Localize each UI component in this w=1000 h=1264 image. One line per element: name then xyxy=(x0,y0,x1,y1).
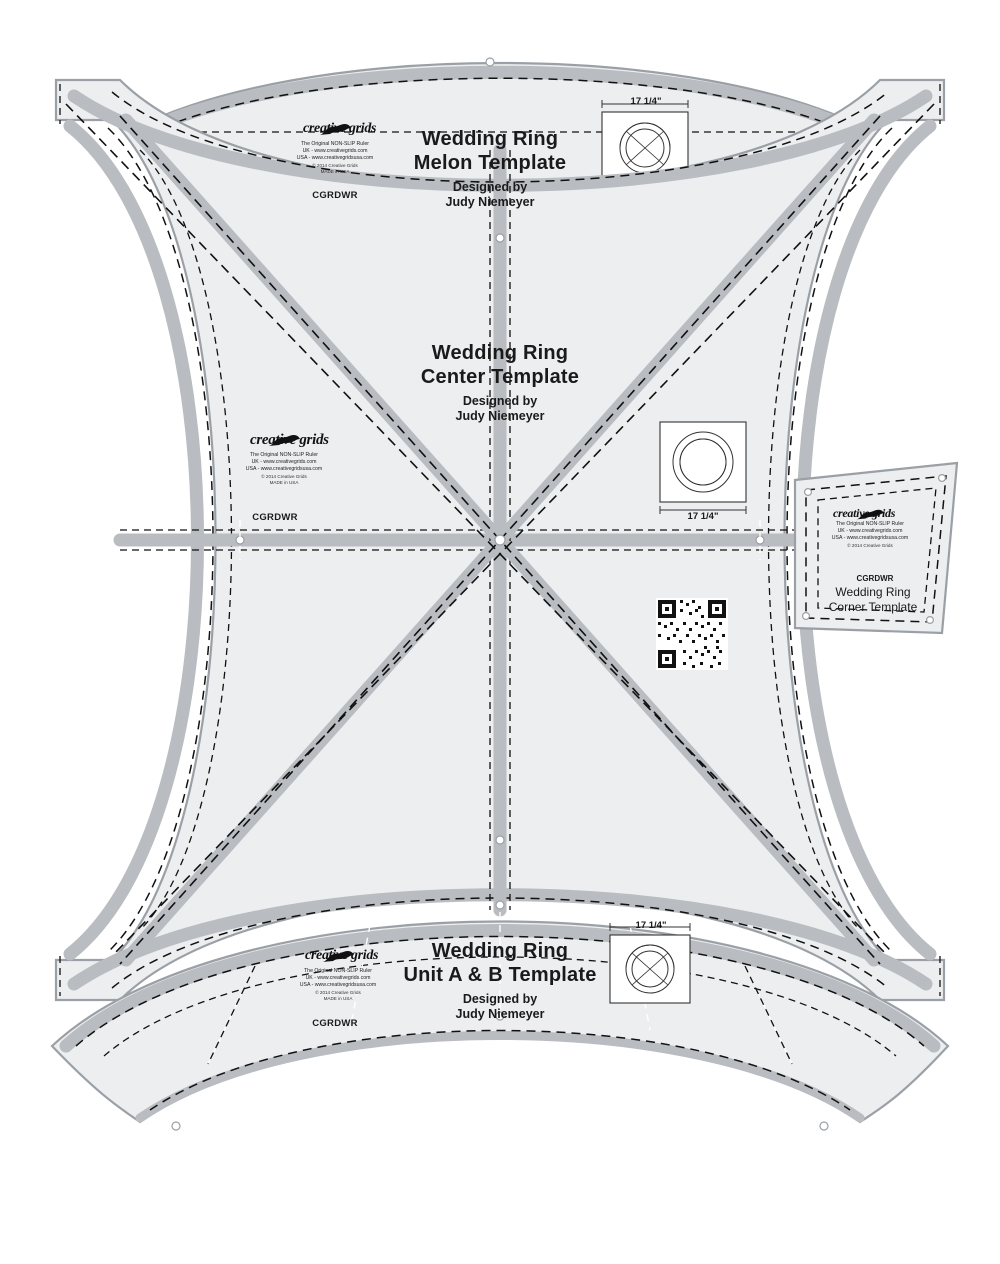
center-designer: Judy Niemeyer xyxy=(455,409,545,423)
usa-site: USA - www.creativegridsusa.com xyxy=(831,534,909,541)
corner-title-line2: Corner Template xyxy=(828,600,918,614)
brand-tagline: The Original NON-SLIP Ruler xyxy=(301,141,369,147)
usa-site: USA - www.creativegridsusa.com xyxy=(245,465,323,472)
copyright: © 2014 Creative Grids xyxy=(315,989,361,995)
brand-name: creative grids xyxy=(305,948,379,963)
usa-site: USA - www.creativegridsusa.com xyxy=(296,154,374,161)
melon-designed-by: Designed by xyxy=(452,180,528,194)
brand-name: creative grids xyxy=(250,432,329,448)
melon-designer: Judy Niemeyer xyxy=(445,195,535,209)
brand-name: creative grids xyxy=(833,506,896,520)
corner-sku: CGRDWR xyxy=(856,574,894,583)
unit-designed-by: Designed by xyxy=(462,992,538,1006)
unit-title-line2: Unit A & B Template xyxy=(403,964,597,986)
creative-grids-logo-corner xyxy=(815,506,925,548)
copyright: © 2014 Creative Grids xyxy=(312,162,358,168)
center-designed-by: Designed by xyxy=(462,394,538,408)
unit-designer: Judy Niemeyer xyxy=(455,1007,545,1021)
center-size-label: 17 1/4" xyxy=(687,511,719,522)
creative-grids-logo-unit xyxy=(285,948,391,1001)
copyright: © 2014 Creative Grids xyxy=(261,473,307,479)
melon-size-label: 17 1/4" xyxy=(630,96,662,107)
unit-size-label: 17 1/4" xyxy=(635,920,667,931)
brand-name: creative grids xyxy=(303,121,377,136)
melon-title-line2: Melon Template xyxy=(413,152,567,174)
uk-site: UK - www.creativegrids.com xyxy=(305,974,371,981)
qr-code xyxy=(656,598,728,670)
usa-site: USA - www.creativegridsusa.com xyxy=(299,981,377,988)
center-sku: CGRDWR xyxy=(252,512,298,523)
unit-sku: CGRDWR xyxy=(312,1018,358,1029)
corner-title-line1: Wedding Ring xyxy=(835,585,911,599)
melon-sku: CGRDWR xyxy=(312,190,358,201)
center-title-line2: Center Template xyxy=(420,366,580,388)
copyright: © 2014 Creative Grids xyxy=(847,542,893,548)
made-in: MADE in USA xyxy=(320,168,350,174)
brand-tagline: The Original NON-SLIP Ruler xyxy=(836,521,904,527)
made-in: MADE in USA xyxy=(323,995,353,1001)
creative-grids-logo-melon xyxy=(283,121,387,174)
creative-grids-logo-center xyxy=(228,432,340,485)
center-title-line1: Wedding Ring xyxy=(431,342,569,364)
center-size-diagram xyxy=(660,422,746,514)
uk-site: UK - www.creativegrids.com xyxy=(302,147,368,154)
brand-tagline: The Original NON-SLIP Ruler xyxy=(304,968,372,974)
brand-tagline: The Original NON-SLIP Ruler xyxy=(250,452,318,458)
made-in: MADE in USA xyxy=(269,479,299,485)
uk-site: UK - www.creativegrids.com xyxy=(251,458,317,465)
melon-title-line1: Wedding Ring xyxy=(421,128,559,150)
unit-title-line1: Wedding Ring xyxy=(431,940,569,962)
uk-site: UK - www.creativegrids.com xyxy=(837,527,903,534)
